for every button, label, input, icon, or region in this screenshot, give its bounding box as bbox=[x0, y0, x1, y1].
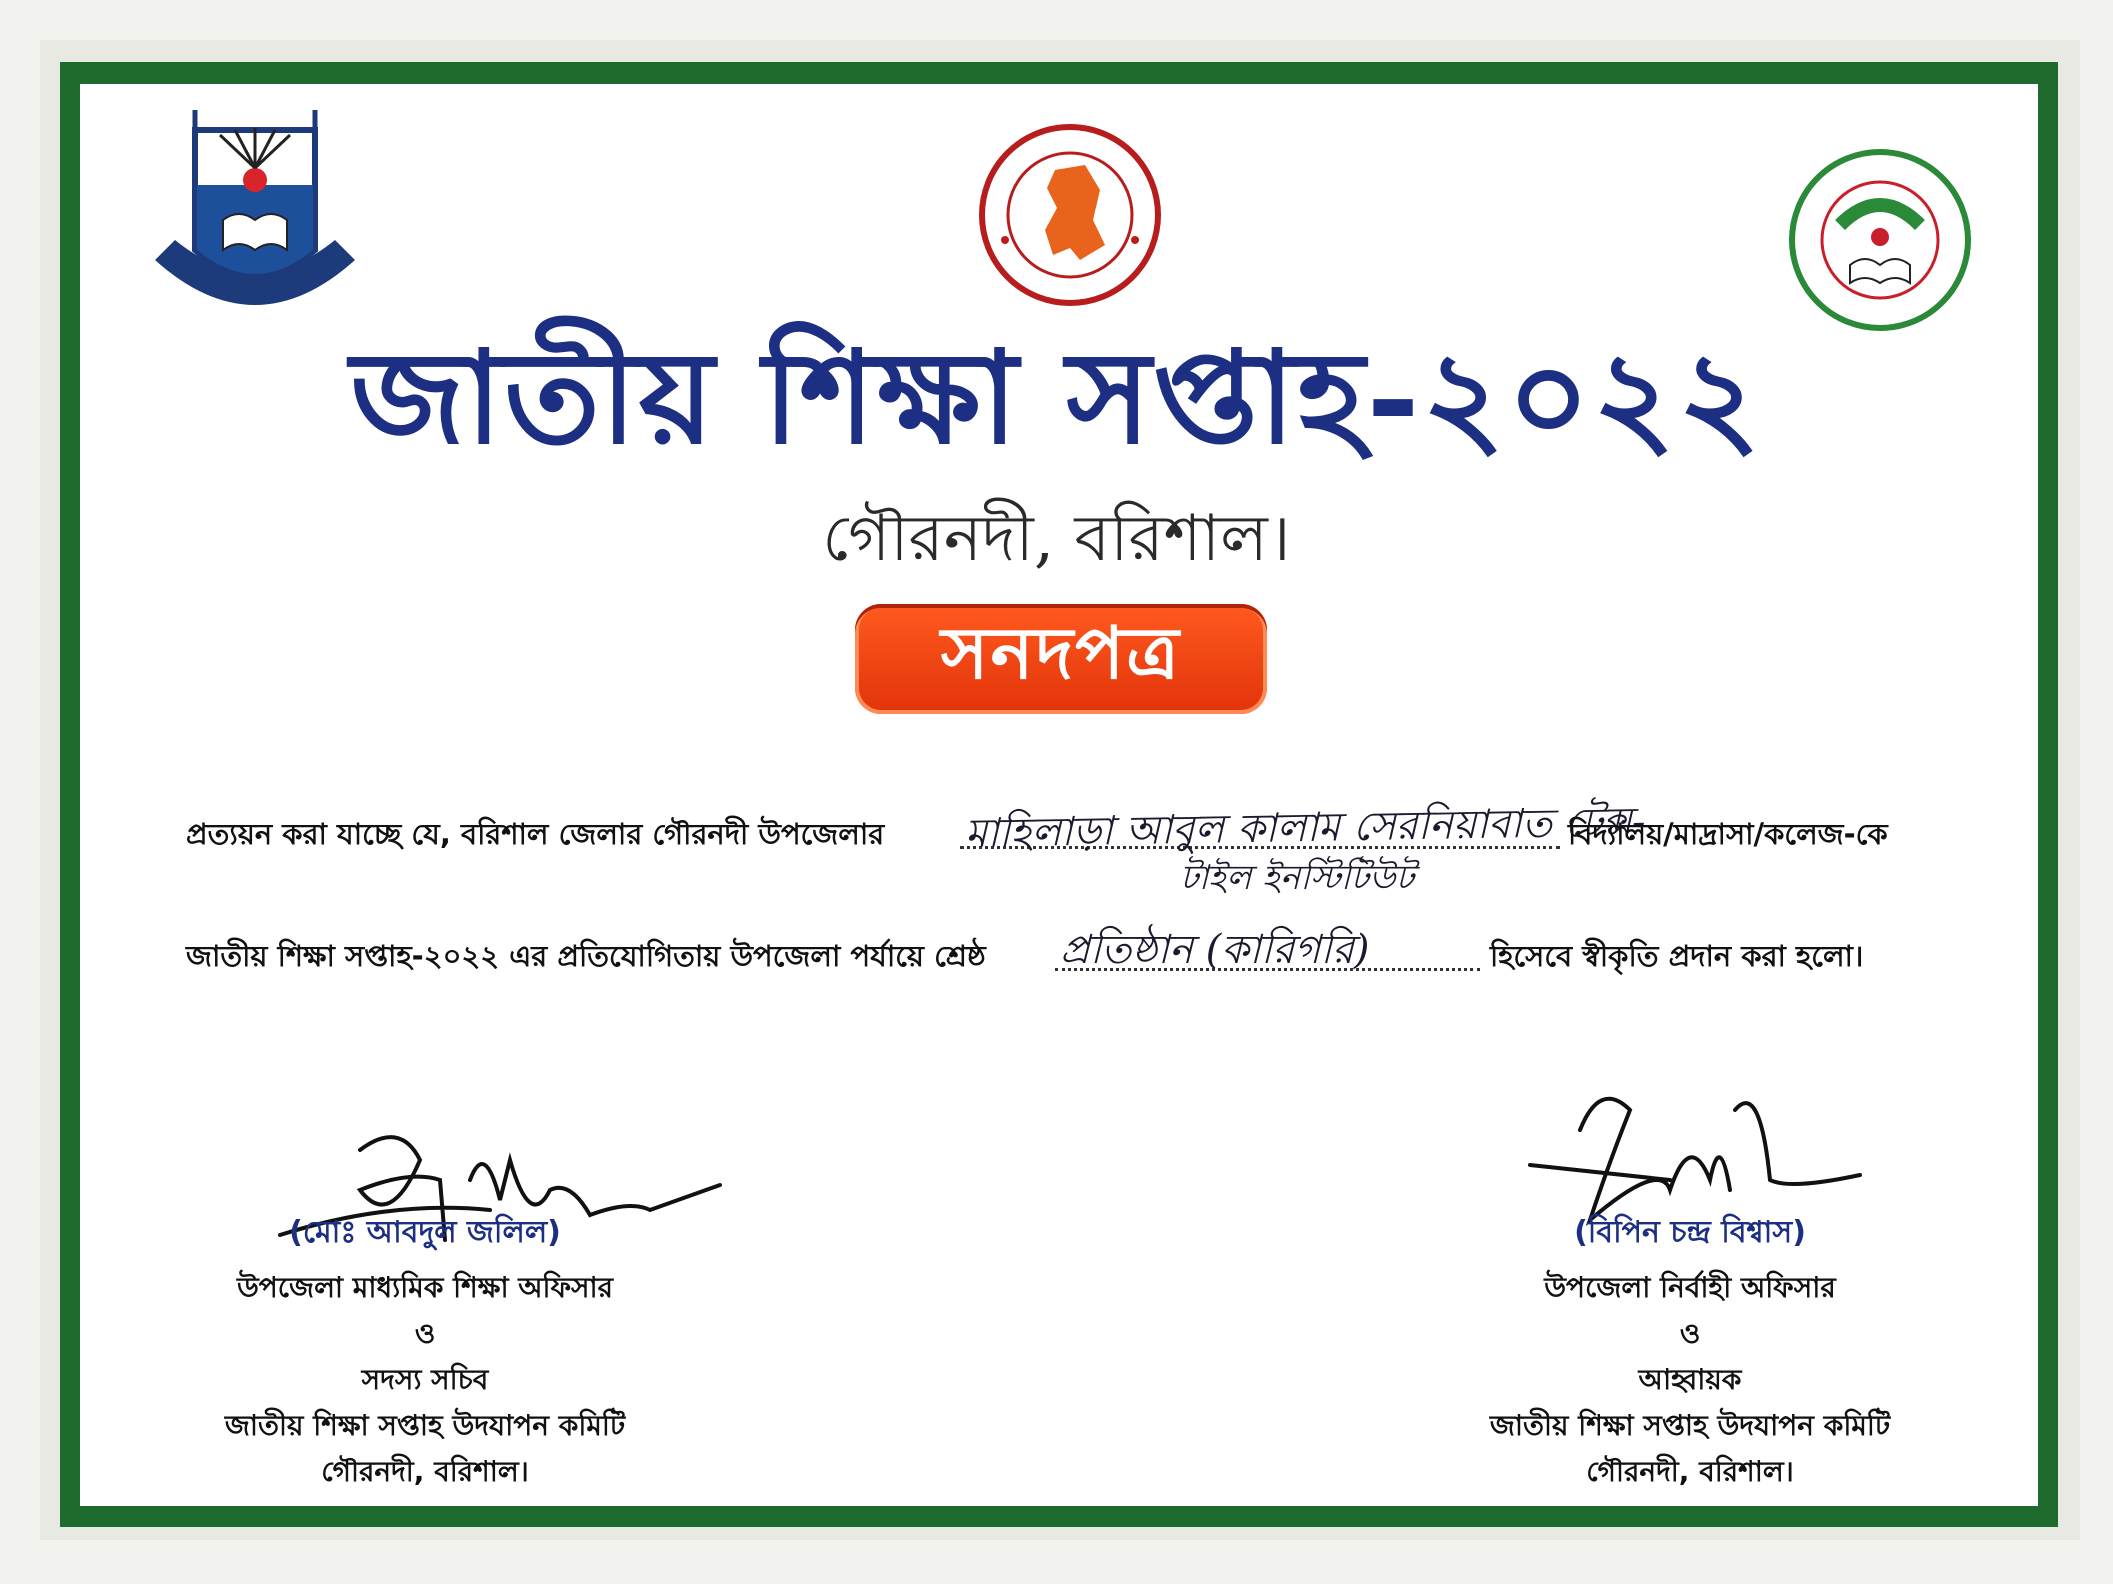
body-line1-prefix: প্রত্যয়ন করা যাচ্ছে যে, বরিশাল জেলার গৌরনদী উপজেলার bbox=[186, 817, 885, 851]
right-signatory-role: আহ্বায়ক bbox=[1638, 1363, 1742, 1396]
body-line2-suffix: হিসেবে স্বীকৃতি প্রদান করা হলো। bbox=[1490, 939, 1864, 973]
left-signatory-conjunction: ও bbox=[414, 1317, 436, 1350]
left-signatory-committee: জাতীয় শিক্ষা সপ্তাহ উদযাপন কমিটি bbox=[224, 1409, 626, 1442]
body-line2-prefix: জাতীয় শিক্ষা সপ্তাহ-২০২২ এর প্রতিযোগিতায় উপজেলা পর্যায়ে শ্রেষ্ঠ bbox=[186, 939, 986, 973]
right-signatory-designation: উপজেলা নির্বাহী অফিসার bbox=[1544, 1271, 1836, 1304]
right-signatory-committee: জাতীয় শিক্ষা সপ্তাহ উদযাপন কমিটি bbox=[1489, 1409, 1891, 1442]
body-line1-suffix: বিদ্যালয়/মাদ্রাসা/কলেজ-কে bbox=[1568, 817, 1888, 851]
left-signatory-place: গৌরনদী, বরিশাল। bbox=[321, 1455, 529, 1488]
left-signatory-block bbox=[190, 1208, 660, 1495]
government-seal-icon bbox=[975, 120, 1165, 310]
right-signatory-place: গৌরনদী, বরিশাল। bbox=[1586, 1455, 1794, 1488]
right-signatory-name: (বিপিন চন্দ্র বিশ্বাস) bbox=[1574, 1215, 1806, 1250]
handwritten-award-category: প্রতিষ্ঠান (কারিগরি) bbox=[1060, 927, 1370, 973]
right-signatory-conjunction: ও bbox=[1679, 1317, 1701, 1350]
right-signatory-block bbox=[1455, 1208, 1925, 1495]
certificate-location: গৌরনদী, বরিশাল। bbox=[822, 502, 1291, 576]
left-signatory-designation: উপজেলা মাধ্যমিক শিক্ষা অফিসার bbox=[236, 1271, 614, 1304]
handwritten-institution-name-cont: টাইল ইনস্টিটিউট bbox=[1180, 858, 1415, 898]
left-signatory-name: (মোঃ আবদুল জলিল) bbox=[289, 1215, 561, 1250]
handwritten-institution-name: মাহিলাড়া আবুল কালাম সেরনিয়াবাত টেক্স- bbox=[964, 799, 1646, 857]
certificate-title: জাতীয় শিক্ষা সপ্তাহ-২০২২ bbox=[350, 323, 1763, 473]
left-signatory-role: সদস্য সচিব bbox=[361, 1363, 489, 1396]
certificate-badge-label: সনদপত্র bbox=[940, 610, 1182, 695]
certificate-badge bbox=[855, 604, 1267, 714]
education-board-emblem-icon bbox=[135, 100, 375, 320]
